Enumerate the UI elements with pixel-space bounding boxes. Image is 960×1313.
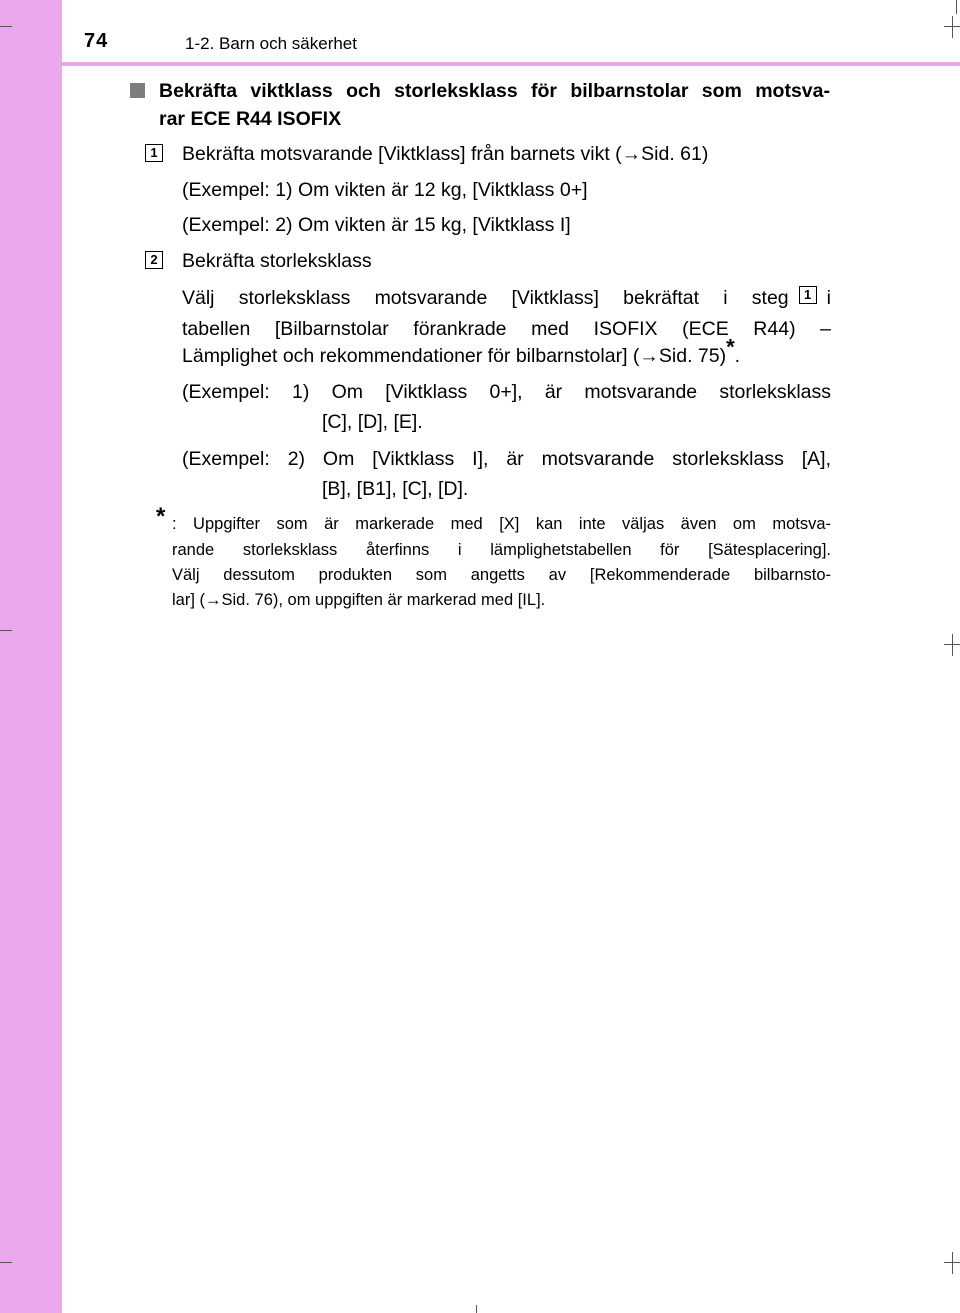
crop-mark [0, 26, 12, 27]
step-2-body-line-1-text: Välj storleksklass motsvarande [Viktklass] bekräftat i steg [182, 287, 789, 309]
step-1-marker: 1 [145, 144, 163, 162]
step-2-body-line-3-text: Lämplighet och rekommendationer för bilbarnstolar] (→Sid. 75) [182, 345, 727, 367]
section-heading [130, 77, 830, 133]
page-number: 74 [84, 30, 109, 52]
footnote-line-2: rande storleksklass återfinns i lämplighetstabellen för [Sätesplacering]. [172, 541, 831, 559]
header-rule [62, 62, 960, 66]
footnote-ref-star: * [726, 334, 735, 360]
footnote-star-marker: * [156, 503, 166, 530]
crop-mark [952, 16, 953, 38]
step-2-body-line-3-end: . [734, 345, 741, 367]
step-2-marker: 2 [145, 251, 163, 269]
step-2-example-2-line-2: [B], [B1], [C], [D]. [322, 478, 469, 500]
step-2-body-line-1 [182, 286, 831, 310]
side-tab-bar [0, 0, 62, 1313]
footnote-line-1: : Uppgifter som är markerade med [X] kan inte väljas även om motsva- [172, 515, 831, 533]
step-1-text: Bekräfta motsvarande [Viktklass] från barnets vikt (→Sid. 61) [182, 143, 709, 165]
crop-mark [0, 1262, 12, 1263]
heading-line-2: rar ECE R44 ISOFIX [159, 108, 342, 130]
step-2-body-line-2: tabellen [Bilbarnstolar förankrade med ISOFIX (ECE R44) – [182, 318, 831, 340]
step-2-text: Bekräfta storleksklass [182, 250, 372, 272]
footnote-line-3: Välj dessutom produkten som angetts av [Rekommenderade bilbarnsto- [172, 566, 831, 584]
step-2-example-2-line-1: (Exempel: 2) Om [Viktklass I], är motsvarande storleksklass [A], [182, 448, 831, 470]
crop-mark [952, 634, 953, 656]
crop-mark [956, 0, 957, 14]
step-1-example-2: (Exempel: 2) Om vikten är 15 kg, [Viktklass I] [182, 214, 571, 236]
chapter-title: 1-2. Barn och säkerhet [185, 34, 357, 53]
step-ref-1-marker: 1 [799, 286, 817, 304]
step-2-example-1-line-2: [C], [D], [E]. [322, 411, 423, 433]
step-1-example-1: (Exempel: 1) Om vikten är 12 kg, [Viktklass 0+] [182, 179, 588, 201]
step-2-body-line-1-end: i [826, 287, 831, 309]
crop-mark [476, 1305, 477, 1313]
crop-mark [0, 630, 12, 631]
step-2-body-line-3 [182, 334, 741, 368]
crop-mark [952, 1252, 953, 1274]
step-2-example-1-line-1: (Exempel: 1) Om [Viktklass 0+], är motsvarande storleksklass [182, 381, 831, 403]
heading-line-1: Bekräfta viktklass och storleksklass för bilbarnstolar som motsva- [159, 80, 830, 102]
footnote-line-4: lar] (→Sid. 76), om uppgiften är markerad med [IL]. [172, 591, 546, 609]
